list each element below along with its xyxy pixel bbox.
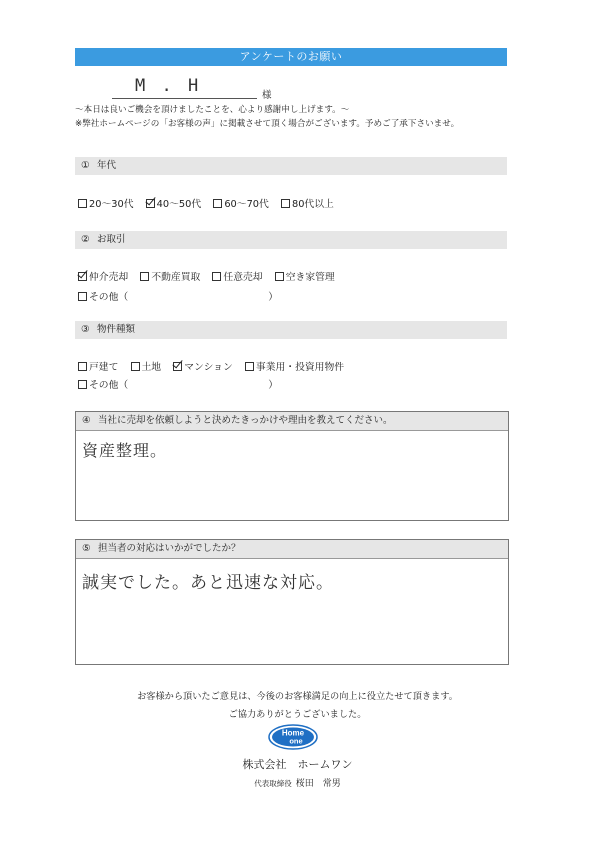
staff-question <box>75 539 509 665</box>
section-transaction-header <box>75 231 507 249</box>
checkbox[interactable] <box>78 362 87 371</box>
logo-text-top: Home <box>281 728 305 738</box>
other-label: その他（ <box>89 380 129 391</box>
other-label: その他（ <box>89 292 129 303</box>
checkbox[interactable] <box>78 272 87 281</box>
representative-name: 桜田 常男 <box>295 779 341 789</box>
reason-answer[interactable]: 資産整理。 <box>82 441 168 460</box>
section-property-header <box>75 321 507 339</box>
option-label: 不動産買取 <box>151 272 201 283</box>
representative <box>0 776 595 789</box>
checkbox[interactable] <box>173 362 182 371</box>
option-label: 80代以上 <box>291 199 334 210</box>
footer-message: お客様から頂いたご意見は、今後のお客様満足の向上に役立たせて頂きます。 <box>137 691 458 702</box>
option-label: 20～30代 <box>89 199 134 210</box>
question-header <box>76 412 508 431</box>
transaction-option[interactable] <box>78 269 128 283</box>
option-label: マンション <box>184 362 233 373</box>
option-label: 仲介売却 <box>89 272 129 283</box>
checkbox[interactable] <box>281 199 290 208</box>
checkbox[interactable] <box>131 362 140 371</box>
checkbox[interactable] <box>245 362 254 371</box>
homeone-logo <box>268 724 318 750</box>
other-close: ） <box>268 292 278 303</box>
option-label: 任意売却 <box>223 272 263 283</box>
intro-notice: ※弊社ホームページの「お客様の声」に掲載させて頂く場合がございます。予めご了承下さいませ。 <box>75 119 460 129</box>
option-label: 60～70代 <box>224 199 269 210</box>
staff-answer[interactable]: 誠実でした。あと迅速な対応。 <box>82 573 334 593</box>
section-number: ① <box>81 160 90 171</box>
intro-thanks: ～本日は良いご機会を頂けましたことを、心より感謝申し上げます。～ <box>75 105 350 115</box>
property-options <box>78 359 353 373</box>
property-option[interactable] <box>131 359 162 373</box>
checkbox[interactable] <box>213 199 222 208</box>
section-number: ③ <box>81 324 90 335</box>
checkbox[interactable] <box>146 199 155 208</box>
property-option[interactable] <box>173 359 233 373</box>
question-number: ⑤ <box>82 543 91 554</box>
question-number: ④ <box>82 415 91 426</box>
transaction-option[interactable] <box>212 269 262 283</box>
transaction-option[interactable] <box>140 269 200 283</box>
property-option[interactable] <box>78 359 118 373</box>
age-option[interactable] <box>281 196 334 210</box>
option-label: 事業用・投資用物件 <box>255 362 345 373</box>
question-header <box>76 540 508 559</box>
section-number: ② <box>81 234 90 245</box>
checkbox[interactable] <box>78 292 87 301</box>
representative-role: 代表取締役 <box>254 779 292 788</box>
company-name: 株式会社 ホームワン <box>242 758 353 771</box>
section-age-header <box>75 157 507 175</box>
logo-text-bottom: one <box>289 736 303 746</box>
age-option[interactable] <box>146 196 202 210</box>
property-option[interactable] <box>245 359 344 373</box>
checkbox[interactable] <box>78 380 87 389</box>
reason-question <box>75 411 509 521</box>
section-label: 物件種類 <box>97 324 136 335</box>
option-label: 空き家管理 <box>285 272 335 283</box>
respondent-name: M . H <box>135 76 202 96</box>
age-option[interactable] <box>78 196 134 210</box>
age-option[interactable] <box>213 196 269 210</box>
age-options <box>78 196 343 210</box>
section-label: お取引 <box>97 234 126 245</box>
section-label: 年代 <box>97 160 117 171</box>
other-close: ） <box>268 380 278 391</box>
transaction-other[interactable] <box>78 289 278 303</box>
honorific: 様 <box>262 90 272 101</box>
name-underline <box>112 98 257 99</box>
checkbox[interactable] <box>212 272 221 281</box>
footer-thanks: ご協力ありがとうございました。 <box>228 709 367 720</box>
transaction-option[interactable] <box>275 269 335 283</box>
checkbox[interactable] <box>140 272 149 281</box>
property-other[interactable] <box>78 377 278 391</box>
checkbox[interactable] <box>78 199 87 208</box>
option-label: 40～50代 <box>156 199 202 210</box>
survey-title: アンケートのお願い <box>75 48 507 66</box>
option-label: 土地 <box>141 362 162 373</box>
checkbox[interactable] <box>275 272 284 281</box>
option-label: 戸建て <box>89 362 119 373</box>
question-label: 担当者の対応はいかがでしたか？ <box>98 543 241 554</box>
question-label: 当社に売却を依頼しようと決めたきっかけや理由を教えてください。 <box>98 415 393 426</box>
transaction-options <box>78 269 344 283</box>
